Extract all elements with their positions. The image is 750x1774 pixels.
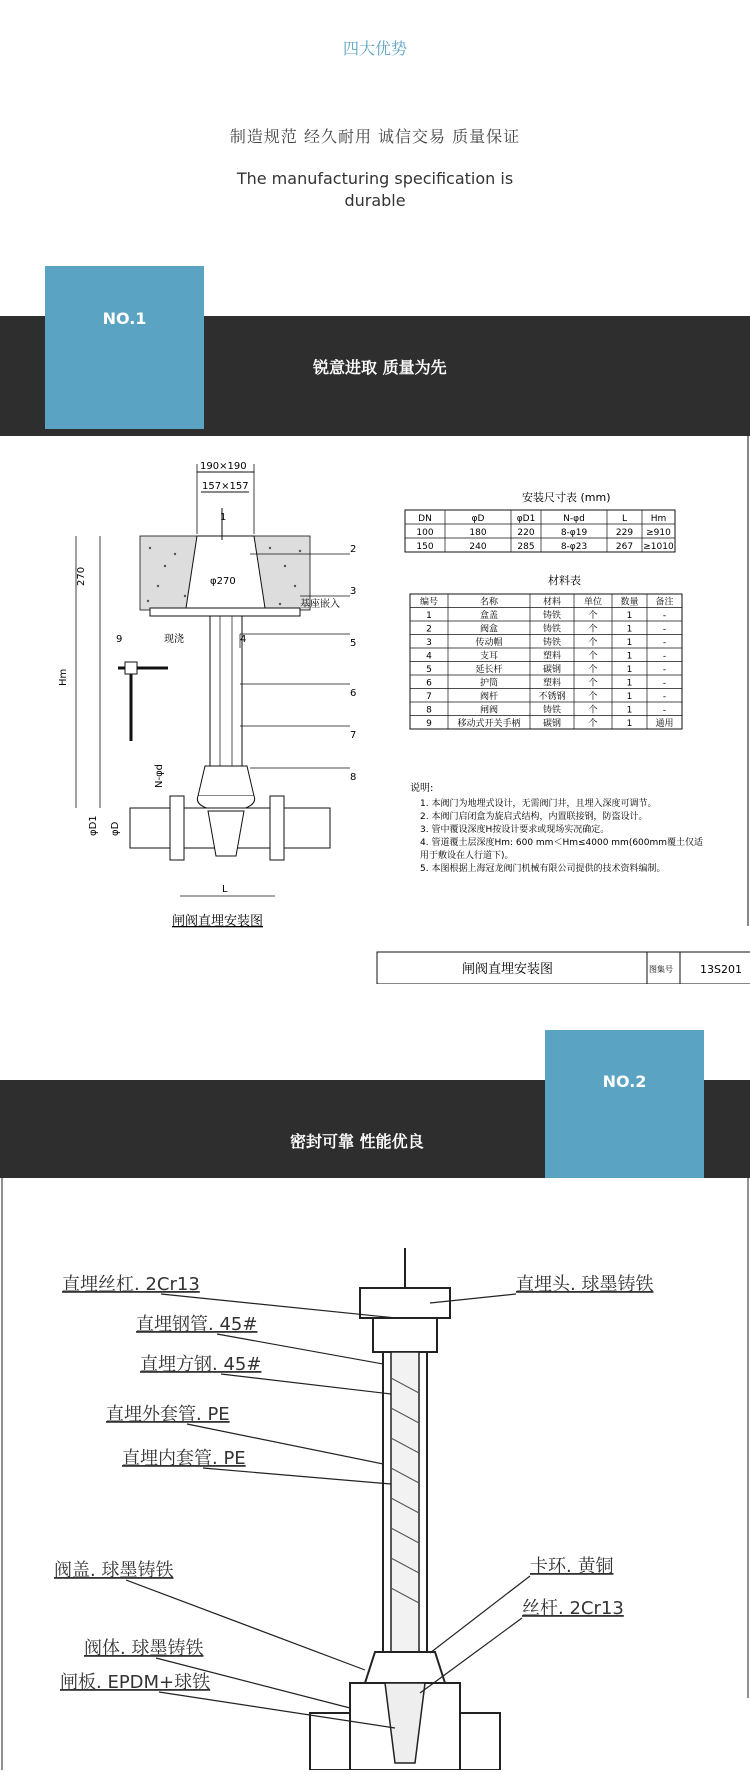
material-table-cell: -	[662, 638, 667, 648]
callout-4: 4	[240, 634, 247, 645]
size-table-header-cell: φD	[471, 514, 485, 524]
material-table-cell: 塑料	[542, 678, 562, 689]
callout-6: 6	[350, 688, 357, 699]
material-table-cell: 个	[588, 678, 598, 689]
material-table-cell: 1	[626, 692, 633, 702]
size-table-cell: ≥910	[646, 528, 671, 538]
size-table-header-cell: N-φd	[563, 514, 585, 524]
material-table-cell: -	[662, 678, 667, 689]
material-table-header-cell: 备注	[655, 597, 674, 608]
drawing-caption: 闸阀直埋安装图	[172, 914, 264, 929]
material-table-cell: 个	[588, 705, 598, 716]
size-table-cell: 240	[469, 542, 487, 552]
section1-drawing-panel	[0, 436, 750, 984]
section1-number-badge: NO.1	[45, 266, 204, 429]
material-table-cell: 个	[588, 719, 598, 729]
section1-title: 锐意进取 质量为先	[313, 358, 447, 377]
dim-phid1: φD1	[88, 815, 99, 836]
material-table-cell: 护筒	[479, 678, 499, 689]
note-line: 用于敷设在人行道下)。	[420, 851, 514, 861]
material-table-cell: 1	[626, 638, 633, 648]
dim-nphid: N-φd	[154, 763, 165, 788]
callout-1: 1	[220, 512, 227, 523]
material-table-cell: 1	[626, 678, 633, 689]
material-table-cell: 通用	[655, 719, 674, 729]
structure-label-right: 丝杆. 2Cr13	[522, 1598, 624, 1619]
size-table-title: 安装尺寸表 (mm)	[522, 491, 611, 504]
english-line-2: durable	[344, 191, 406, 210]
note-line: 1. 本阀门为地埋式设计，无需阀门井，且埋入深度可调节。	[420, 799, 657, 809]
dim-top1: 190×190	[200, 461, 247, 472]
size-table-cell: 8-φ23	[560, 542, 588, 552]
material-table-cell: -	[662, 651, 667, 662]
size-table-cell: 285	[517, 542, 535, 552]
section2-number-badge: NO.2	[545, 1030, 704, 1178]
material-table-cell: 4	[426, 651, 432, 662]
size-table-cell: 180	[469, 528, 487, 538]
note-line: 3. 管中覆设深度H按设计要求或现场实况确定。	[420, 825, 610, 835]
material-table-cell: 个	[588, 611, 598, 621]
material-table-header-cell: 编号	[419, 597, 439, 608]
size-table-header-cell: φD1	[516, 514, 536, 524]
material-table-cell: 阀杆	[479, 692, 499, 702]
structure-label-left: 阀体. 球墨铸铁	[84, 1638, 204, 1659]
material-table-cell: 个	[588, 665, 598, 675]
material-table-cell: 传动帽	[475, 638, 503, 648]
material-table-header-cell: 材料	[542, 597, 562, 608]
structure-labels-right	[420, 1274, 653, 1693]
material-table-cell: 铸铁	[542, 705, 562, 716]
callout-2: 2	[350, 544, 357, 555]
material-table-cell: 1	[626, 719, 633, 729]
notes-title: 说明:	[410, 783, 434, 794]
structure-label-left: 直埋丝杠. 2Cr13	[62, 1274, 200, 1295]
material-table-cell: 7	[426, 692, 432, 702]
material-table-cell: -	[662, 705, 667, 716]
structure-label-left: 直埋外套管. PE	[106, 1404, 230, 1425]
valve-installation-drawing	[0, 436, 750, 984]
note-line: 4. 管道覆土层深度Hm: 600 mm＜Hm≤4000 mm(600mm覆土仅适	[420, 838, 704, 848]
structure-label-right: 卡环. 黄铜	[530, 1556, 614, 1577]
size-table-cell: 150	[416, 542, 434, 552]
material-table-cell: -	[662, 692, 667, 702]
material-table	[410, 594, 682, 729]
section2-title: 密封可靠 性能优良	[290, 1132, 424, 1151]
material-table-cell: 盒盖	[479, 611, 499, 621]
material-table-cell: 阀盒	[479, 624, 499, 635]
size-table-cell: 8-φ19	[560, 528, 588, 538]
material-table-cell: 1	[626, 665, 633, 675]
titleblock-label: 图集号	[649, 965, 673, 974]
structure-label-left: 直埋方钢. 45#	[140, 1354, 262, 1375]
dim-phi270: φ270	[210, 576, 236, 587]
material-table-cell: 延长杆	[475, 665, 503, 675]
material-table-cell: -	[662, 611, 667, 621]
titleblock-code: 13S201	[700, 963, 742, 976]
material-table-cell: 个	[588, 624, 598, 635]
material-table-cell: 铸铁	[542, 624, 562, 635]
material-table-cell: 6	[426, 678, 432, 689]
callout-5: 5	[350, 638, 357, 649]
material-table-cell: 8	[426, 705, 432, 716]
structure-label-left: 直埋钢管. 45#	[136, 1314, 258, 1335]
section-heading: 四大优势	[342, 39, 407, 58]
size-table	[405, 510, 675, 552]
material-table-cell: 1	[426, 611, 432, 621]
structure-label-left: 阀盖. 球墨铸铁	[54, 1560, 174, 1581]
material-table-header-cell: 单位	[583, 597, 603, 608]
material-table-cell: 3	[426, 638, 432, 648]
section2-drawing-panel	[0, 1178, 750, 1770]
material-table-cell: 个	[588, 692, 598, 702]
material-table-cell: 移动式开关手柄	[457, 719, 521, 729]
callout-9: 9	[116, 634, 123, 645]
valve-structure-drawing	[0, 1178, 750, 1770]
material-table-cell: 1	[626, 705, 633, 716]
size-table-cell: ≥1010	[643, 542, 674, 552]
callout-3: 3	[350, 586, 357, 597]
material-table-cell: 碳钢	[542, 665, 562, 675]
titleblock-name: 闸阀直埋安装图	[462, 962, 554, 977]
size-table-cell: 220	[517, 528, 535, 538]
size-table-header-cell: DN	[418, 514, 432, 524]
cast-note: 现浇	[164, 634, 184, 645]
material-table-cell: 1	[626, 624, 633, 635]
note-line: 2. 本阀门启闭盒为旋启式结构，内置联接钢，防盗设计。	[420, 812, 648, 822]
note-line: 5. 本图根据上海冠龙阀门机械有限公司提供的技术资料编制。	[420, 864, 666, 874]
dim-phid: φD	[110, 821, 121, 836]
material-table-cell: 1	[626, 611, 633, 621]
material-table-cell: -	[662, 665, 667, 675]
structure-labels-left	[54, 1274, 396, 1728]
dim-depth: 270	[76, 566, 87, 586]
material-table-title: 材料表	[548, 574, 581, 587]
size-table-header-cell: Hm	[650, 514, 667, 524]
material-table-header-cell: 数量	[620, 597, 639, 608]
callout-8: 8	[350, 772, 357, 783]
base-note: 基座嵌入	[300, 599, 340, 610]
material-table-header-cell: 名称	[479, 597, 499, 608]
material-table-cell: 个	[588, 651, 598, 662]
material-table-cell: 闸阀	[479, 705, 499, 716]
dim-hm: Hm	[58, 668, 69, 686]
material-table-cell: 塑料	[542, 651, 562, 662]
material-table-cell: 铸铁	[542, 611, 562, 621]
structure-label-right: 直埋头. 球墨铸铁	[516, 1274, 654, 1295]
english-description	[0, 168, 750, 212]
material-table-cell: 9	[426, 719, 432, 729]
dim-top2: 157×157	[202, 481, 249, 492]
material-table-cell: 不锈钢	[538, 692, 566, 702]
dim-l: L	[222, 884, 228, 895]
size-table-cell: 267	[615, 542, 634, 552]
material-table-cell: 2	[426, 624, 432, 635]
size-table-header-cell: L	[621, 514, 628, 524]
structure-label-left: 直埋内套管. PE	[122, 1448, 246, 1469]
slogan: 制造规范 经久耐用 诚信交易 质量保证	[229, 127, 521, 146]
material-table-cell: 铸铁	[542, 638, 562, 648]
material-table-cell: 1	[626, 651, 633, 662]
size-table-cell: 229	[615, 528, 634, 538]
notes-list	[420, 797, 703, 874]
structure-label-left: 闸板. EPDM+球铁	[60, 1672, 211, 1693]
size-table-cell: 100	[416, 528, 434, 538]
material-table-cell: 碳钢	[542, 719, 562, 729]
material-table-cell: 个	[588, 638, 598, 648]
material-table-cell: -	[662, 624, 667, 635]
material-table-cell: 5	[426, 665, 432, 675]
material-table-cell: 支耳	[479, 651, 499, 662]
english-line-1: The manufacturing specification is	[236, 169, 514, 188]
callout-7: 7	[350, 730, 357, 741]
